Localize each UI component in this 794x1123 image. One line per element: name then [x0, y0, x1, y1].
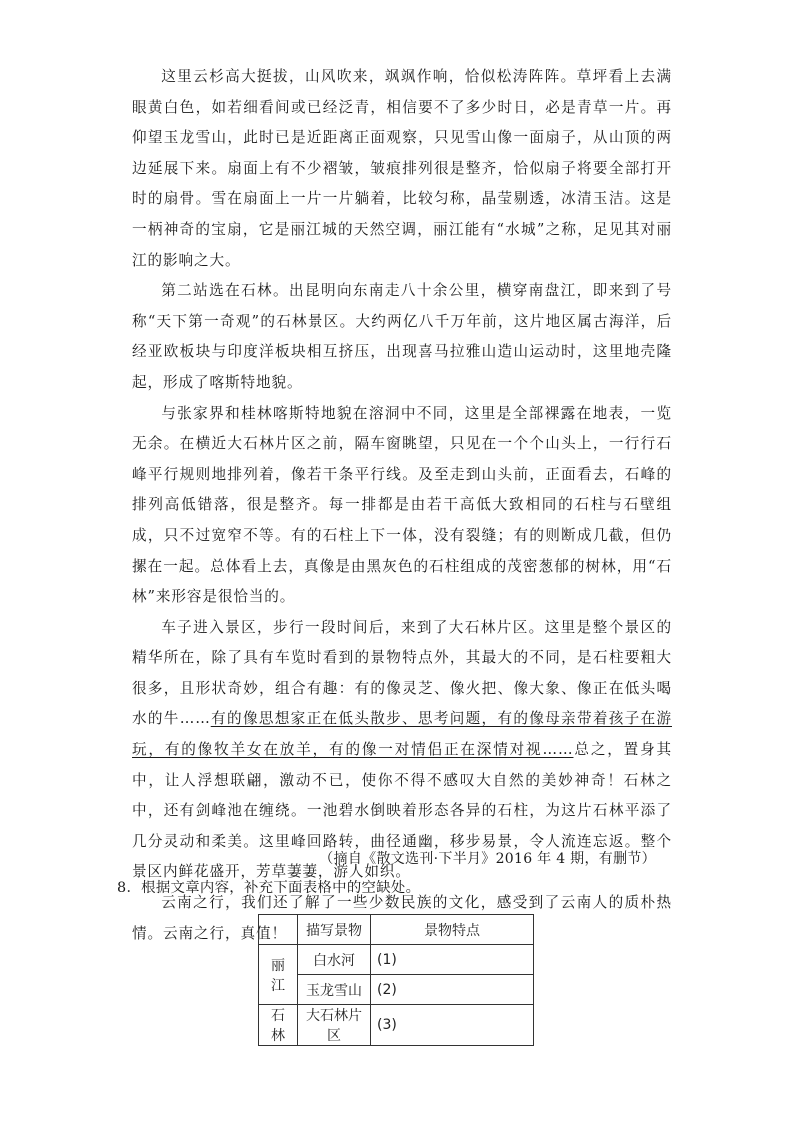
- table-cell-scene: 白水河: [298, 945, 371, 975]
- paragraph-stone-forest-intro: [132, 276, 672, 398]
- paragraph-text: 车子进入景区，步行一段时间后，来到了大石林片区。这里是整个景区的精华所在，除了具有车览时看到的景物特点外，其最大的不同，是石柱要粗大很多，且形状奇妙，组合有趣：有的像灵芝、像火把、像大象、像正在低头喝水的牛……: [132, 618, 672, 728]
- paragraph-stone-forest-view: [132, 399, 672, 613]
- table-header-row: [259, 915, 534, 945]
- scenery-table: [258, 914, 534, 1046]
- article-source: （摘自《散文选刊·下半月》2016 年 4 期，有删节）: [319, 851, 656, 867]
- paragraph-text: 第二站选在石林。出昆明向东南走八十余公里，横穿南盘江，即来到了号称“天下第一奇观”的石林景区。大约两亿八千万年前，这片地区属古海洋，后经亚欧板块与印度洋板块相互挤压，出现喜马拉雅山造山运动时，这里地壳隆起，形成了喀斯特地貌。: [132, 282, 672, 391]
- table-cell-feature-blank: (2): [371, 975, 534, 1005]
- paragraph-big-stone-forest: [132, 613, 672, 888]
- article-body: [132, 62, 672, 949]
- table-cell-feature-blank: (3): [371, 1005, 534, 1046]
- table-row: [259, 1005, 534, 1046]
- underlined-sentence: 有的像思想家正在低头散步、思考问题，有的像母亲带着孩子在游玩，有的像牧羊女在放羊，有的像一对情侣正在深情对视……: [132, 710, 672, 759]
- table-header-feature: 景物特点: [371, 915, 534, 945]
- table-cell-feature-blank: (1): [371, 945, 534, 975]
- paragraph-text: 与张家界和桂林喀斯特地貌在溶洞中不同，这里是全部裸露在地表，一览无余。在横近大石林片区之前，隔车窗眺望，只见在一个个山头上，一行行石峰平行规则地排列着，像若干条平行线。及至走到山头前，正面看去，石峰的排列高低错落，很是整齐。每一排都是由若干高低大致相同的石柱与石壁组成，只不过宽窄不等。有的石柱上下一体，没有裂缝；有的则断成几截，但仍摞在一起。总体看上去，真像是由黑灰色的石柱组成的茂密葱郁的树林，用“石林”来形容是很恰当的。: [132, 404, 672, 606]
- table-cell-scene: 玉龙雪山: [298, 975, 371, 1005]
- question-8: 8．根据文章内容，补充下面表格中的空缺处。: [117, 880, 421, 896]
- table-cell-place-shilin: 石林: [259, 1005, 298, 1046]
- table-row: [259, 975, 534, 1005]
- table-cell-scene: 大石林片区: [298, 1005, 371, 1046]
- paragraph-yulong-snow-mountain: [132, 62, 672, 276]
- table-header-blank: [259, 915, 298, 945]
- paragraph-text: 总之，置身其中，让人浮想联翩，激动不已，使你不得不感叹大自然的美妙神奇！石林之中，还有剑峰池在缠绕。一池碧水倒映着形态各异的石柱，为这片石林平添了几分灵动和柔美。这里峰回路转，曲径通幽，移步易景，令人流连忘返。整个景区内鲜花盛开，芳草萋萋，游人如织。: [132, 741, 672, 881]
- paragraph-text: 这里云杉高大挺拔，山风吹来，飒飒作响，恰似松涛阵阵。草坪看上去满眼黄白色，如若细看间或已经泛青，相信要不了多少时日，必是青草一片。再仰望玉龙雪山，此时已是近距离正面观察，只见雪山像一面扇子，从山顶的两边延展下来。扇面上有不少褶皱，皱痕排列很是整齐，恰似扇子将要全部打开时的扇骨。雪在扇面上一片一片躺着，比较匀称，晶莹剔透，冰清玉洁。这是一柄神奇的宝扇，它是丽江城的天然空调，丽江能有“水城”之称，足见其对丽江的影响之大。: [132, 68, 672, 269]
- table-row: [259, 945, 534, 975]
- table-cell-place-lijiang: 丽江: [259, 945, 298, 1005]
- table-header-scene: 描写景物: [298, 915, 371, 945]
- paragraph-text: 云南之行，我们还了解了一些少数民族的文化，感受到了云南人的质朴热情。云南之行，真值！: [132, 894, 672, 942]
